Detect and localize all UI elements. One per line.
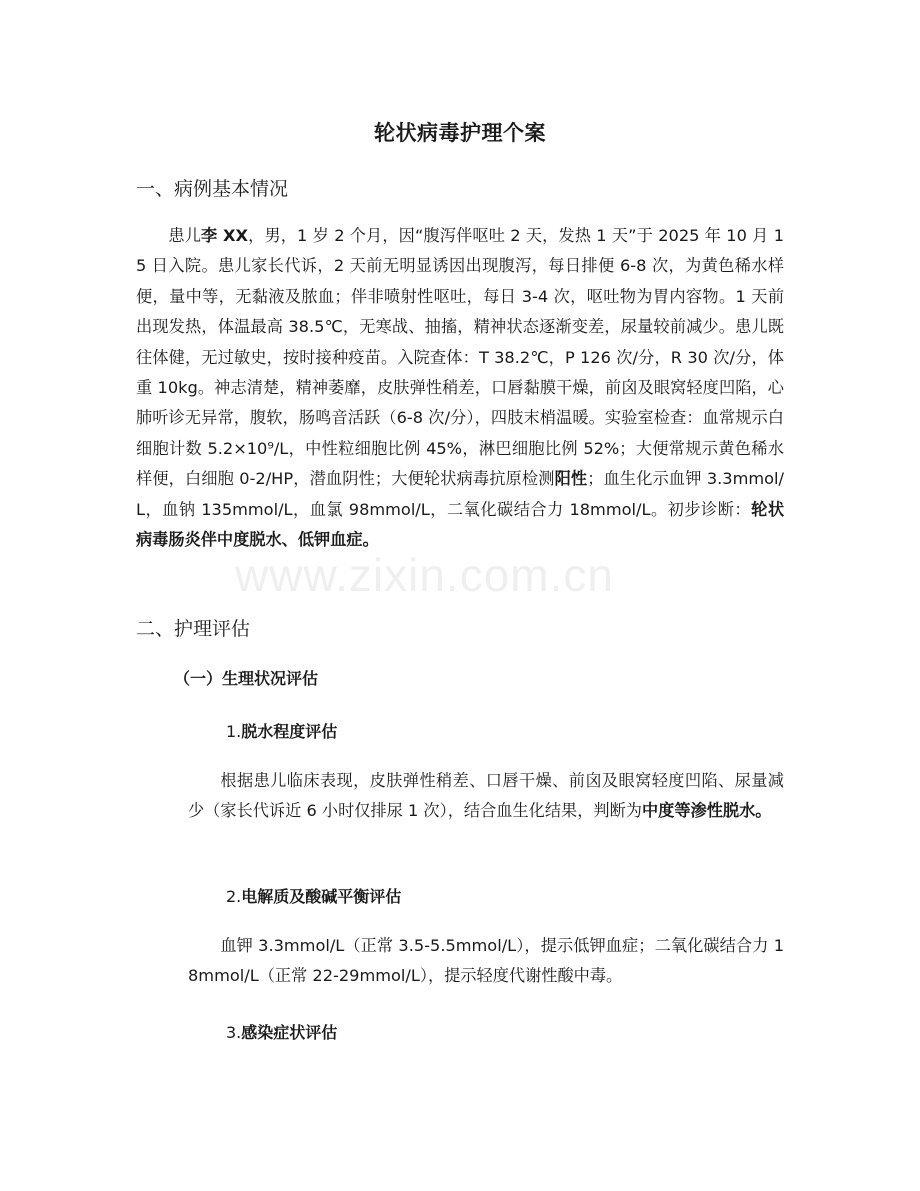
item-heading-dehydration <box>226 719 337 742</box>
dehydration-conclusion: 中度等渗性脱水。 <box>641 801 772 821</box>
document-title: 轮状病毒护理个案 <box>374 121 546 145</box>
item-number: 2. <box>226 887 242 906</box>
case-text-body: ，男，1 岁 2 个月，因“腹泻伴呕吐 2 天，发热 1 天”于 2025 年 10 月 15 日入院。患儿家长代诉，2 天前无明显诱因出现腹泻，每日排便 6-8 次，为黄色稀水样便，量中等，无黏液及脓血；伴非喷射性呕吐，每日 3-4 次，呕吐物为胃内容物。1 天前出现发热，体温最高 38.5℃，无寒战、抽搐，精神状态逐渐变差，尿量较前减少。患儿既往体健，无过敏史，按时接种疫苗。入院查体：T 38.2℃，P 126 次/分，R 30 次/分，体重 10kg。神志清楚，精神萎靡，皮肤弹性稍差，口唇黏膜干燥，前囟及眼窝轻度凹陷，心肺听诊无异常，腹软，肠鸣音活跃（6-8 次/分），四肢末梢温暖。实验室检查：血常规示白细胞计数 5.2×10⁹/L，中性粒细胞比例 45%，淋巴细胞比例 52%；大便常规示黄色稀水样便，白细胞 0-2/HP，潜血阴性；大便轮状病毒抗原检测 <box>136 226 785 489</box>
dehydration-paragraph <box>188 766 784 827</box>
subsection-heading-physiological: （一）生理状况评估 <box>174 669 319 688</box>
item-label: 电解质及酸碱平衡评估 <box>241 887 402 906</box>
case-text-labs: ；血生化示血钾 3.3mmol/L，血钠 135mmol/L，血氯 98mmol/L，二氧化碳结合力 18mmol/L。初步诊断： <box>136 469 785 519</box>
section-heading-nursing-assessment: 二、护理评估 <box>136 618 251 640</box>
section-heading-case-info: 一、病例基本情况 <box>136 178 289 200</box>
rotavirus-test-result: 阳性 <box>554 469 588 489</box>
dehydration-text: 根据患儿临床表现，皮肤弹性稍差、口唇干燥、前囟及眼窝轻度凹陷、尿量减少（家长代诉近 6 小时仅排尿 1 次），结合血生化结果，判断为 <box>188 771 784 821</box>
case-text-intro: 患儿 <box>168 226 201 245</box>
electrolyte-text: 血钾 3.3mmol/L（正常 3.5-5.5mmol/L），提示低钾血症；二氧化碳结合力 18mmol/L（正常 22-29mmol/L），提示轻度代谢性酸中毒。 <box>188 936 784 986</box>
item-label: 感染症状评估 <box>241 1023 338 1042</box>
electrolyte-paragraph <box>188 931 784 992</box>
patient-name: 李 XX <box>201 226 249 245</box>
watermark: www.zixin.com.cn <box>235 549 614 601</box>
item-number: 1. <box>226 722 242 741</box>
item-number: 3. <box>226 1023 242 1042</box>
item-heading-infection <box>226 1020 337 1043</box>
case-info-paragraph <box>136 221 784 555</box>
item-heading-electrolyte <box>226 884 401 907</box>
item-label: 脱水程度评估 <box>241 722 338 741</box>
preliminary-diagnosis: 轮状病毒肠炎伴中度脱水、低钾血症。 <box>136 499 785 550</box>
